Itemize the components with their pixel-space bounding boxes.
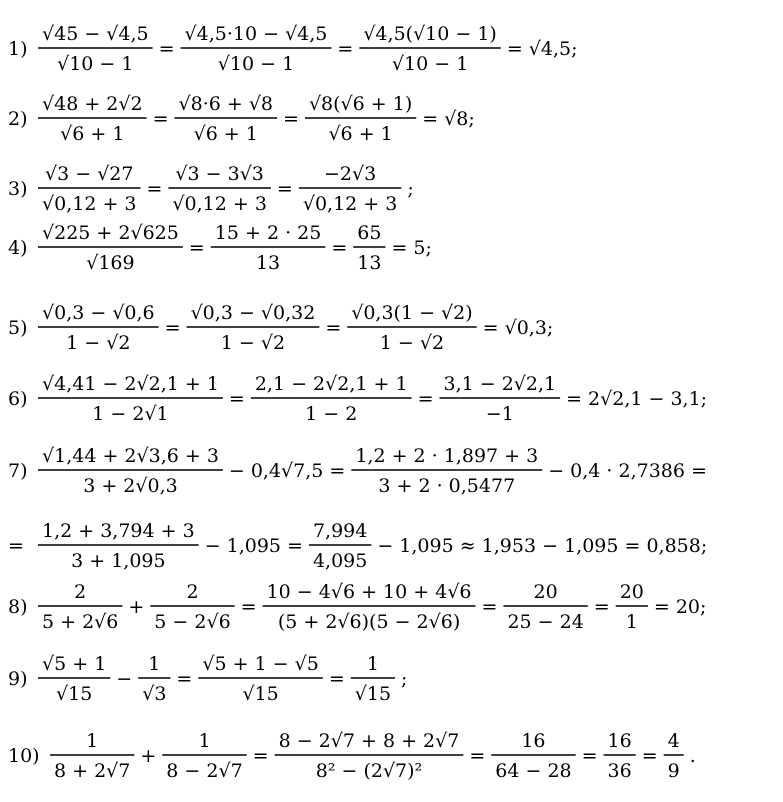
operator: = xyxy=(164,317,181,339)
operator: = xyxy=(158,38,175,60)
numerator: 3,1 − 2√2,1 xyxy=(443,373,557,395)
inline-term: √4,5; xyxy=(528,38,578,60)
fraction xyxy=(299,163,402,215)
numerator: 4 xyxy=(667,730,680,752)
denominator: 3 + 2√0,3 xyxy=(83,475,178,497)
operator: = xyxy=(252,745,269,767)
denominator: 36 xyxy=(607,760,632,782)
numerator: 15 + 2 · 25 xyxy=(214,222,322,244)
operator: = xyxy=(283,108,299,130)
operator: = xyxy=(337,38,354,60)
equation-line xyxy=(8,445,707,497)
operator: − xyxy=(116,668,133,690)
line-label: 10) xyxy=(8,745,40,767)
line-label: 3) xyxy=(8,178,28,200)
fraction xyxy=(150,581,234,633)
operator: = xyxy=(240,596,257,618)
denominator: 1 − √2 xyxy=(66,332,131,354)
equation-line xyxy=(8,520,707,572)
numerator: √0,3 − √0,32 xyxy=(190,302,316,324)
denominator: 64 − 28 xyxy=(495,760,572,782)
inline-term: √0,3; xyxy=(504,317,554,339)
inline-term: 1,095 xyxy=(226,535,282,557)
denominator: 1 − √2 xyxy=(220,332,286,354)
numerator: √3 − 3√3 xyxy=(175,163,264,185)
operator: − xyxy=(548,460,565,482)
denominator: −1 xyxy=(485,403,514,425)
operator: = xyxy=(593,596,610,618)
line-label: 6) xyxy=(8,388,28,410)
denominator: √6 + 1 xyxy=(60,123,125,145)
denominator: √3 xyxy=(142,683,167,705)
fraction xyxy=(38,163,141,215)
denominator: 3 + 1,095 xyxy=(71,550,166,572)
line-label: 1) xyxy=(8,38,28,60)
line-label: 7) xyxy=(8,460,28,482)
denominator: 1 − 2 xyxy=(305,403,358,425)
fraction xyxy=(263,581,476,633)
denominator: 1 − √2 xyxy=(379,332,445,354)
numerator: 2 xyxy=(186,581,199,603)
fraction xyxy=(309,520,371,572)
fraction xyxy=(38,373,223,425)
operator: = xyxy=(331,237,348,259)
operator: = xyxy=(328,668,345,690)
equation-line xyxy=(8,653,407,705)
numerator: √3 − √27 xyxy=(45,163,134,185)
denominator: √10 − 1 xyxy=(217,53,295,75)
denominator: 8 − 2√7 xyxy=(166,760,243,782)
numerator: 1 xyxy=(366,653,379,675)
fraction xyxy=(38,520,199,572)
numerator: √8(√6 + 1) xyxy=(308,93,413,115)
operator: = xyxy=(325,317,342,339)
denominator: √6 + 1 xyxy=(328,123,393,145)
equation-line xyxy=(8,93,475,145)
operator: = xyxy=(228,388,245,410)
operator: + xyxy=(140,745,157,767)
inline-term: √8; xyxy=(444,108,475,130)
inline-term: 20; xyxy=(675,596,707,618)
denominator: 8 + 2√7 xyxy=(54,760,131,782)
denominator: 1 − 2√1 xyxy=(92,403,169,425)
operator: = xyxy=(422,108,439,130)
equation-line xyxy=(8,302,553,354)
denominator: √10 − 1 xyxy=(57,53,134,75)
inline-term: . xyxy=(689,745,696,767)
inline-term: 2√2,1 − 3,1; xyxy=(588,388,708,410)
numerator: √0,3 − √0,6 xyxy=(42,302,155,324)
fraction xyxy=(604,730,636,782)
numerator: √1,44 + 2√3,6 + 3 xyxy=(42,445,219,467)
operator: = xyxy=(176,668,193,690)
operator: = xyxy=(506,38,523,60)
denominator: 3 + 2 · 0,5477 xyxy=(378,475,516,497)
numerator: 8 − 2√7 + 8 + 2√7 xyxy=(278,730,460,752)
numerator: 1 xyxy=(86,730,99,752)
denominator: 8² − (2√7)² xyxy=(315,760,423,782)
line-label: 9) xyxy=(8,668,28,690)
fraction xyxy=(38,23,153,75)
operator: − xyxy=(377,535,394,557)
fraction xyxy=(351,653,395,705)
fraction xyxy=(38,302,159,354)
inline-term: ; xyxy=(401,668,408,690)
denominator: √10 − 1 xyxy=(391,53,469,75)
operator: = xyxy=(482,317,499,339)
numerator: √4,5(√10 − 1) xyxy=(363,23,497,45)
denominator: 1 xyxy=(625,611,638,633)
numerator: √4,41 − 2√2,1 + 1 xyxy=(42,373,219,395)
fraction xyxy=(38,581,122,633)
numerator: 7,994 xyxy=(312,520,368,542)
line-label: 5) xyxy=(8,317,28,339)
fraction xyxy=(305,93,416,145)
numerator: √0,3(1 − √2) xyxy=(351,302,473,324)
denominator: 13 xyxy=(357,252,382,274)
operator: = xyxy=(188,237,205,259)
fraction xyxy=(138,653,170,705)
fraction xyxy=(181,23,332,75)
denominator: √15 xyxy=(56,683,93,705)
fraction xyxy=(503,581,587,633)
equation-line xyxy=(8,23,578,75)
numerator: 20 xyxy=(619,581,644,603)
denominator: √169 xyxy=(86,252,135,274)
numerator: 2,1 − 2√2,1 + 1 xyxy=(254,373,408,395)
operator: = xyxy=(287,535,303,557)
denominator: √0,12 + 3 xyxy=(172,193,267,215)
operator: = xyxy=(391,237,408,259)
line-label: = xyxy=(8,535,24,557)
numerator: √5 + 1 xyxy=(42,653,107,675)
denominator: √0,12 + 3 xyxy=(302,193,398,215)
fraction xyxy=(275,730,464,782)
fraction xyxy=(439,373,560,425)
denominator: (5 + 2√6)(5 − 2√6) xyxy=(277,611,461,633)
operator: = xyxy=(566,388,583,410)
fraction xyxy=(664,730,684,782)
numerator: 1,2 + 2 · 1,897 + 3 xyxy=(355,445,539,467)
line-label: 4) xyxy=(8,237,28,259)
inline-term: 0,4√7,5 xyxy=(250,460,324,482)
fraction xyxy=(359,23,501,75)
operator: = xyxy=(146,178,163,200)
fraction xyxy=(168,163,271,215)
fraction xyxy=(251,373,412,425)
denominator: √15 xyxy=(354,683,392,705)
numerator: 65 xyxy=(357,222,382,244)
operator: − xyxy=(228,460,245,482)
fraction xyxy=(351,445,542,497)
numerator: −2√3 xyxy=(323,163,377,185)
operator: = xyxy=(329,460,346,482)
inline-term: 1,095 ≈ 1,953 − 1,095 = 0,858; xyxy=(399,535,708,557)
denominator: 13 xyxy=(255,252,281,274)
numerator: √48 + 2√2 xyxy=(42,93,143,115)
inline-term: ; xyxy=(407,178,414,200)
fraction xyxy=(347,302,476,354)
fraction xyxy=(353,222,385,274)
operator: − xyxy=(204,535,221,557)
operator: = xyxy=(469,745,486,767)
inline-term: 5; xyxy=(413,237,432,259)
operator: = xyxy=(417,388,434,410)
numerator: √45 − √4,5 xyxy=(42,23,149,45)
numerator: 16 xyxy=(521,730,546,752)
operator: = xyxy=(276,178,293,200)
numerator: √8·6 + √8 xyxy=(178,93,274,115)
numerator: 1 xyxy=(198,730,211,752)
numerator: 1,2 + 3,794 + 3 xyxy=(42,520,195,542)
fraction xyxy=(38,653,110,705)
numerator: 10 − 4√6 + 10 + 4√6 xyxy=(266,581,472,603)
fraction xyxy=(187,302,320,354)
fraction xyxy=(38,93,147,145)
denominator: 5 + 2√6 xyxy=(42,611,119,633)
fraction xyxy=(491,730,575,782)
fraction xyxy=(616,581,648,633)
denominator: 25 − 24 xyxy=(507,611,584,633)
operator: = xyxy=(581,745,598,767)
equation-line xyxy=(8,730,696,782)
inline-term: 0,4 · 2,7386 = xyxy=(570,460,707,482)
equation-line xyxy=(8,581,706,633)
fraction xyxy=(198,653,322,705)
line-label: 8) xyxy=(8,596,28,618)
fraction xyxy=(38,222,183,274)
numerator: √5 + 1 − √5 xyxy=(202,653,319,675)
denominator: 5 − 2√6 xyxy=(154,611,231,633)
numerator: 20 xyxy=(533,581,558,603)
operator: = xyxy=(653,596,670,618)
fraction xyxy=(211,222,326,274)
numerator: √4,5·10 − √4,5 xyxy=(184,23,328,45)
fraction xyxy=(38,445,223,497)
denominator: 9 xyxy=(667,760,680,782)
numerator: √225 + 2√625 xyxy=(42,222,179,244)
fraction xyxy=(50,730,134,782)
equation-line xyxy=(8,163,414,215)
operator: = xyxy=(481,596,498,618)
denominator: √0,12 + 3 xyxy=(42,193,137,215)
fraction xyxy=(162,730,246,782)
operator: + xyxy=(128,596,145,618)
operator: = xyxy=(152,108,169,130)
denominator: 4,095 xyxy=(312,550,368,572)
numerator: 2 xyxy=(74,581,87,603)
line-label: 2) xyxy=(8,108,28,130)
fraction xyxy=(175,93,278,145)
equation-line xyxy=(8,222,432,274)
denominator: √15 xyxy=(242,683,279,705)
numerator: 1 xyxy=(148,653,161,675)
numerator: 16 xyxy=(607,730,632,752)
equation-line xyxy=(8,373,707,425)
denominator: √6 + 1 xyxy=(193,123,258,145)
operator: = xyxy=(641,745,658,767)
